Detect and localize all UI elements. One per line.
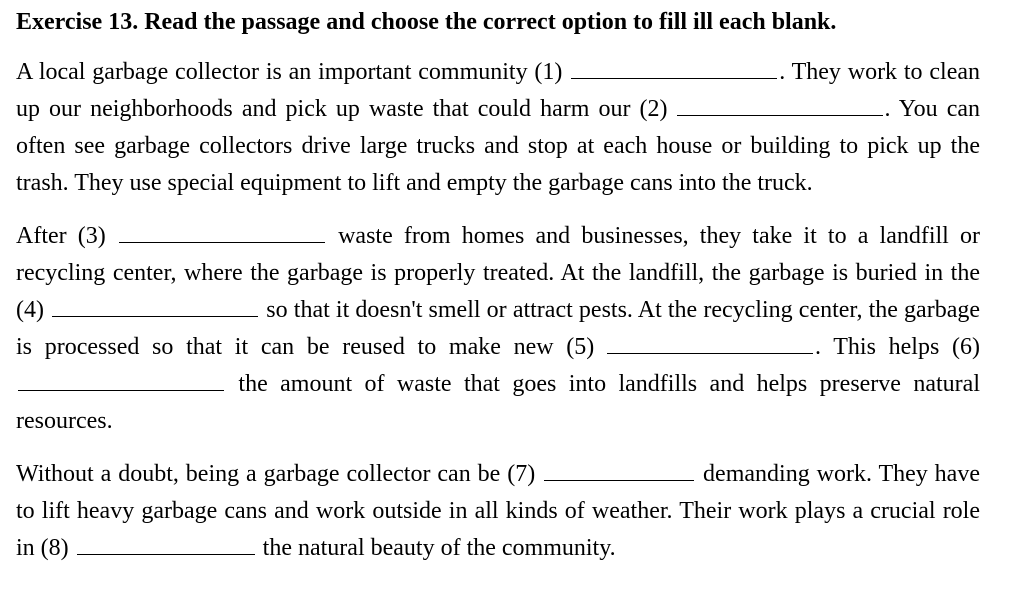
blank-6: [18, 372, 224, 391]
passage-paragraph-1: [16, 54, 980, 202]
paragraph-1-text-1: A local garbage collector is an important community (1): [16, 59, 570, 85]
blank-3: [119, 224, 325, 243]
passage-paragraph-3: [16, 456, 980, 567]
exercise-title: Exercise 13. Read the passage and choose the correct option to fill ill each blank.: [16, 9, 837, 35]
paragraph-2-text-3: so that it doesn't smell or attract pests. At the recycling center, the garbage is processed so that it can be reused to make new (5): [16, 297, 981, 360]
blank-5: [607, 335, 813, 354]
blank-1: [571, 60, 777, 79]
blank-8: [77, 536, 255, 555]
passage-paragraph-2: [16, 218, 980, 440]
paragraph-3-text-2: demanding work. They have to lift heavy garbage cans and work outside in all kinds of weather. Their work plays a crucial role in (8): [16, 461, 980, 561]
paragraph-1-text-3: . You can often see garbage collectors drive large trucks and stop at each house or building to pick up the trash. They use special equipment to lift and empty the garbage cans into the truck.: [16, 96, 981, 196]
paragraph-2-text-5: the amount of waste that goes into landfills and helps preserve natural resources.: [16, 371, 980, 434]
blank-2: [677, 97, 883, 116]
paragraph-1-text-2: . They work to clean up our neighborhoods and pick up waste that could harm our (2): [16, 59, 980, 122]
paragraph-2-text-2: waste from homes and businesses, they take it to a landfill or recycling center, where the garbage is properly treated. At the landfill, the garbage is buried in the (4): [16, 223, 980, 323]
paragraph-3-text-3: the natural beauty of the community.: [256, 535, 616, 561]
paragraph-3-text-1: Without a doubt, being a garbage collector can be (7): [16, 461, 543, 487]
paragraph-2-text-4: . This helps (6): [814, 334, 980, 360]
paragraph-2-text-1: After (3): [16, 223, 117, 249]
blank-4: [52, 298, 258, 317]
blank-7: [544, 462, 694, 481]
